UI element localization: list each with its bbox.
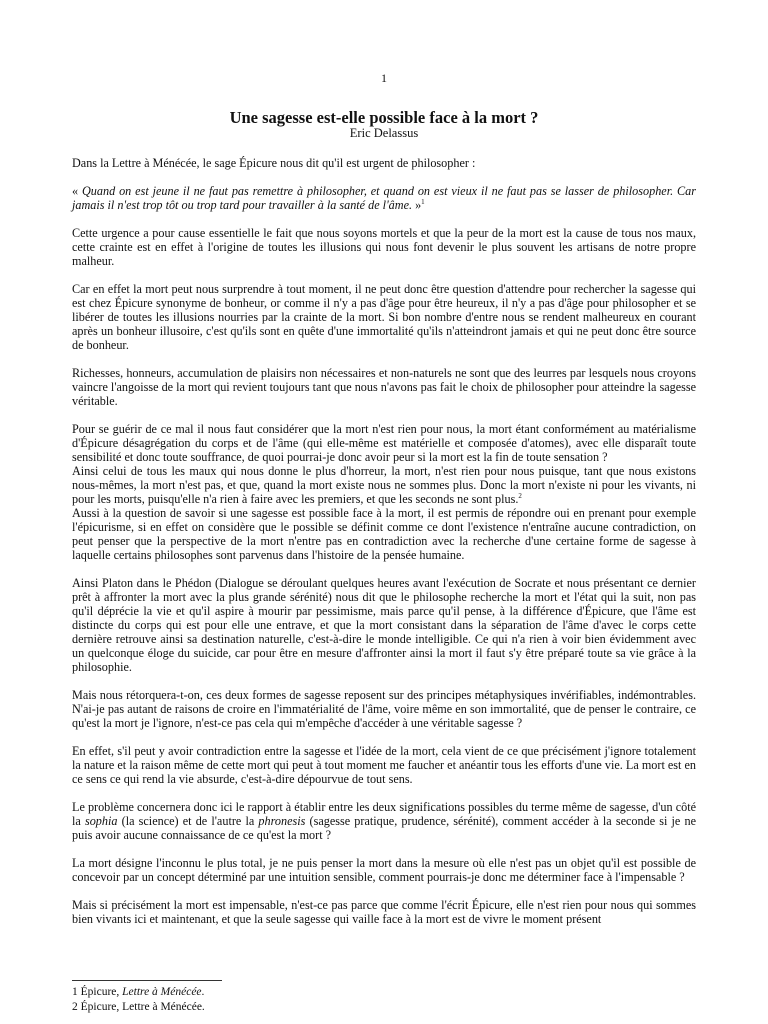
page-number: 1 — [381, 71, 387, 85]
problem-text-b: (la science) et de l'autre la — [117, 814, 259, 828]
epicurus-quote — [72, 184, 696, 212]
paragraph-unknown: La mort désigne l'inconnu le plus total, je ne puis penser la mort dans la mesure où elle n'est pas un objet qu'il est possible de concevoir par un concept déterminé par une intuition sensible, comment pourrais-je donc me déterminer face à l'impensable ? — [72, 856, 696, 884]
term-sophia: sophia — [84, 814, 118, 828]
footnote-ref-2[interactable]: 2 — [518, 491, 522, 500]
footnotes — [72, 985, 696, 1015]
footnote-1-prefix: 1 Épicure, — [72, 986, 123, 998]
document-title: Une sagesse est-elle possible face à la mort ? — [229, 108, 539, 127]
problem-text-a: Le problème concernera donc ici le rapport à établir entre les deux significations possibles du terme même de sagesse, d'un côté la — [72, 800, 696, 828]
paragraph-urgency: Cette urgence a pour cause essentielle le fait que nous soyons mortels et que la peur de la mort est la cause de tous nos maux, cette crainte est en effet à l'origine de toutes les illusions qui nous font devenir le plus souvent les artisans de notre propre malheur. — [72, 226, 696, 268]
term-phronesis: phronesis — [258, 814, 306, 828]
footnote-1-title: Lettre à Ménécée — [122, 986, 202, 998]
paragraph-death-surprise: Car en effet la mort peut nous surprendre à tout moment, il ne peut donc être question d'attendre pour rechercher la sagesse qui est chez Épicure synonyme de bonheur, or comme il n'y a pas d'âge pour être heureux, il n'y a pas d'âge pour philosopher et se libérer de toutes les illusions nourries par la crainte de la mort. Si bon nombre d'entre nous se rendent malheureux en courant après un bonheur illusoire, c'est qu'ils sont en quête d'une immortalité qu'ils n'atteindront jamais et qui ne peut donc être source de bonheur. — [72, 282, 696, 352]
paragraph-plato: Ainsi Platon dans le Phédon (Dialogue se déroulant quelques heures avant l'exécution de Socrate et nous présentant ce dernier prêt à affronter la mort avec la plus grande sérénité) nous dit que le philosophe recherche la mort et l'état qui la suit, non pas qu'il déprécie la vie et qu'il aspire à mourir par pessimisme, mais parce qu'il pense, à la différence d'Épicure, que l'âme est distincte du corps qui est pour elle une entrave, et que la mort consistant dans la séparation de l'âme d'avec le corps cette dernière retrouve ainsi sa destination naturelle, c'est-à-dire le monde intelligible. Ce qui n'a rien à voir bien évidemment avec un quelconque éloge du suicide, car pour être en mesure d'affronter ainsi la mort il faut s'y être préparé toute sa vie grâce à la philosophie. — [72, 576, 696, 674]
footnote-1 — [72, 985, 696, 1000]
quote-open: « — [72, 184, 82, 198]
footnote-1-suffix: . — [201, 986, 205, 998]
paragraph-contradiction: En effet, s'il peut y avoir contradiction entre la sagesse et l'idée de la mort, cela vient de ce que précisément j'ignore totalement la nature et la raison même de cette mort qui peut à tout moment me faucher et anéantir tous les efforts d'une vie. La mort est en ce sens ce qui rend la vie absurde, c'est-à-dire dépourvue de tout sens. — [72, 744, 696, 786]
footnote-2: 2 Épicure, Lettre à Ménécée. — [72, 1001, 205, 1013]
paragraph-death-nothing — [72, 464, 696, 506]
paragraph-present-moment: Mais si précisément la mort est impensable, n'est-ce pas parce que comme l'écrit Épicure, elle n'est rien pour nous qui sommes bien vivants ici et maintenant, et que la seule sagesse qui vaille face à la mort est de vivre le moment présent — [72, 898, 696, 926]
document-body — [72, 156, 696, 940]
problem-text-c: (sagesse pratique, prudence, sérénité), comment accéder à la seconde si je ne puis avoir aucune connaissance de ce qu'est la mort ? — [72, 814, 697, 842]
death-nothing-text: Ainsi celui de tous les maux qui nous donne le plus d'horreur, la mort, n'est rien pour nous puisque, tant que nous existons nous-mêmes, la mort n'est pas, et que, quand la mort existe nous ne sommes plus. Donc la mort n'existe ni pour les vivants, ni pour les morts, puisqu'elle n'a rien à faire avec les premiers, et que les seconds ne sont plus. — [72, 464, 696, 506]
paragraph-objection: Mais nous rétorquera-t-on, ces deux formes de sagesse reposent sur des principes métaphysiques invérifiables, indémontrables. N'ai-je pas autant de raisons de croire en l'immatérialité de l'âme, voire même en son immortalité, que de penser le contraire, ce qu'est la mort je l'ignore, n'est-ce pas cela qui m'empêche d'accéder à une véritable sagesse ? — [72, 688, 696, 730]
paragraph-problem — [72, 800, 696, 842]
footnote-ref-1[interactable]: 1 — [421, 197, 425, 206]
quote-text: Quand on est jeune il ne faut pas remettre à philosopher, et quand on est vieux il ne faut pas se lasser de philosopher. Car jamais il n'est trop tôt ou trop tard pour travailler à la santé de l'âme. — [72, 184, 697, 212]
quote-close: » — [412, 198, 422, 212]
footnote-separator — [72, 980, 222, 981]
intro-paragraph: Dans la Lettre à Ménécée, le sage Épicure nous dit qu'il est urgent de philosopher : — [72, 156, 476, 170]
paragraph-cure: Pour se guérir de ce mal il nous faut considérer que la mort n'est rien pour nous, la mort étant conformément au matérialisme d'Épicure désagrégation du corps et de l'âme (qui elle-même est matérielle et composée d'atomes), avec elle disparaît toute sensibilité et donc toute souffrance, de quoi pourrai-je donc avoir peur si la mort est la fin de toute sensation ? — [72, 422, 696, 464]
paragraph-wisdom-possible: Aussi à la question de savoir si une sagesse est possible face à la mort, il est permis de répondre oui en prenant pour exemple l'épicurisme, si en effet on considère que le possible se définit comme ce dont l'existence n'entraîne aucune contradiction, on peut penser que la perspective de la mort n'entre pas en contradiction avec la recherche d'une certaine forme de sagesse à laquelle certains philosophes sont parvenus dans l'histoire de la pensée humaine. — [72, 506, 696, 562]
paragraph-riches: Richesses, honneurs, accumulation de plaisirs non nécessaires et non-naturels ne sont que des leurres par lesquels nous croyons vaincre l'angoisse de la mort qui revient toujours tant que nous n'avons pas fait le choix de philosopher pour atteindre la sagesse véritable. — [72, 366, 696, 408]
author-name: Eric Delassus — [349, 126, 419, 140]
